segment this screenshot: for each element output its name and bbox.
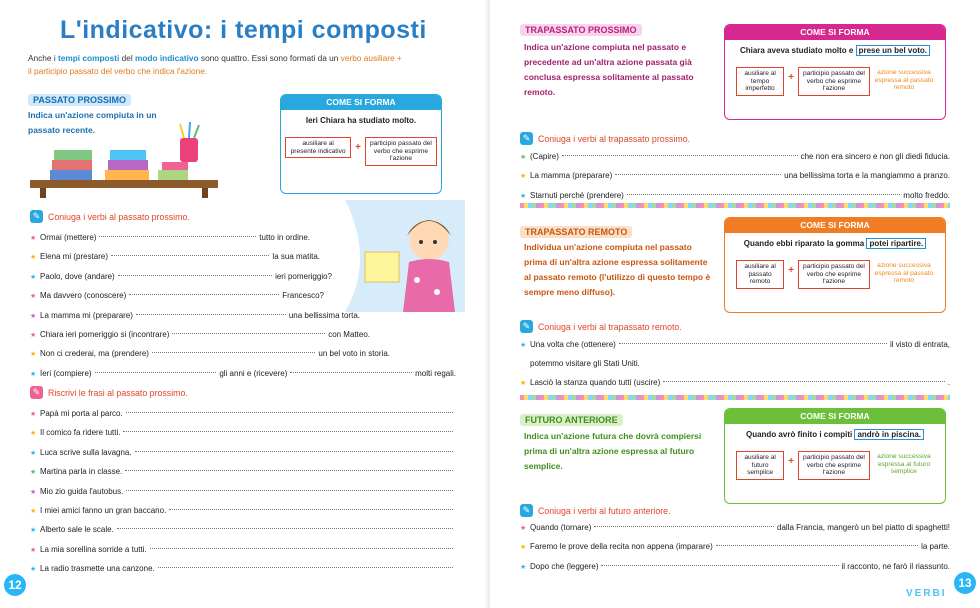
exercise-line[interactable]: ★ Dopo che (leggere) il racconto, ne farò il riassunto. <box>520 561 950 571</box>
box-header: COME SI FORMA <box>725 218 945 233</box>
box-example: Ieri Chiara ha studiato molto. <box>305 116 417 125</box>
exercise-list-trapassato-prossimo <box>520 148 950 206</box>
box-part-azione-successiva: azione successiva espressa al futuro semplice <box>877 453 931 475</box>
exercise-line[interactable]: ★ La mamma (preparare) una bellissima torta e la mangiammo a pranzo. <box>520 171 950 181</box>
exercise-line: potemmo visitare gli Stati Uniti. <box>530 359 640 369</box>
section-label-trapassato-remoto: TRAPASSATO REMOTO <box>520 226 632 238</box>
exercise-line[interactable]: ★ Chiara ieri pomeriggio si (incontrare) con Matteo. <box>30 330 370 340</box>
page-number-right: 13 <box>954 572 976 594</box>
exercise-line[interactable]: ★ Elena mi (prestare) la sua matita. <box>30 252 320 262</box>
section-label-trapassato-prossimo: TRAPASSATO PROSSIMO <box>520 24 642 36</box>
box-part-ausiliare: ausiliare al futuro semplice <box>736 451 784 480</box>
definition-passato-prossimo: Indica un'azione compiuta in un passato recente. <box>28 110 157 135</box>
exercise-heading-text: Coniuga i verbi al trapassato remoto. <box>538 321 682 332</box>
right-page <box>490 0 980 608</box>
definition-trapassato-prossimo: Indica un'azione compiuta nel passato e precedente ad un'altra azione passata già conclusa espressa solitamente al passato remoto. <box>524 42 694 97</box>
box-example: Quando ebbi riparato la gomma potei ripartire. <box>725 239 945 248</box>
exercise-line[interactable]: ★ Ma davvero (conoscere) Francesco? <box>30 291 324 301</box>
definition-futuro-anteriore: Indica un'azione futura che dovrà compiersi prima di un'altra azione espressa al futuro semplice. <box>524 431 702 471</box>
formation-box-passato-prossimo <box>280 94 442 194</box>
rewrite-line[interactable]: ★ Martina parla in classe. <box>30 463 456 482</box>
exercise1-list <box>30 229 470 384</box>
box-example: Quando avrò finito i compiti andrò in piscina. <box>725 430 945 439</box>
rewrite-line[interactable]: ★ Il comico fa ridere tutti. <box>30 424 456 443</box>
exercise-line[interactable]: ★ Lasciò la stanza quando tutti (uscire) . <box>520 377 950 387</box>
rewrite-line[interactable]: ★ Luca scrive sulla lavagna. <box>30 444 456 463</box>
exercise-line[interactable]: ★ Faremo le prove della recita non appena (imparare) la parte. <box>520 542 950 552</box>
footer-section-label: VERBI <box>906 588 947 599</box>
plus-sign: + <box>788 72 794 83</box>
intro-highlight-modo: modo indicativo <box>134 53 199 63</box>
exercise-line[interactable]: ★ Starnuti perché (prendere) molto freddo. <box>520 190 950 200</box>
box-part-participio: participio passato del verbo che esprime l'azione <box>798 451 870 480</box>
box-part-azione-successiva: azione successiva espressa al passato remoto <box>874 262 934 284</box>
plus-sign: + <box>788 456 794 467</box>
exercise-line[interactable]: ★ Paolo, dove (andare) ieri pomeriggio? <box>30 271 332 281</box>
exercise-icon: ✎ <box>520 504 533 517</box>
box-part-participio: participio passato del verbo che esprime l'azione <box>798 260 870 289</box>
exercise-line[interactable]: ★ Quando (tornare) dalla Francia, mangerò un bel piatto di spaghetti! <box>520 523 950 532</box>
rewrite-line[interactable]: ★ La radio trasmette una canzone. <box>30 560 456 579</box>
formation-box-trapassato-prossimo <box>724 24 946 120</box>
page-number-left: 12 <box>4 574 26 596</box>
exercise-heading-text: Coniuga i verbi al trapassato prossimo. <box>538 133 691 144</box>
box-header: COME SI FORMA <box>725 25 945 40</box>
exercise-heading-futuro-anteriore <box>520 504 671 517</box>
section-label-passato-prossimo: PASSATO PROSSIMO <box>28 94 131 106</box>
exercise-heading-trapassato-remoto <box>520 320 682 333</box>
box-part-ausiliare: ausiliare al tempo imperfetto <box>736 67 784 96</box>
plus-sign: + <box>355 142 361 153</box>
box-part-azione-successiva: azione successiva espressa al passato remoto <box>874 69 934 91</box>
plus-sign: + <box>788 265 794 276</box>
intro-part: del <box>119 53 135 63</box>
box-part-ausiliare: ausiliare al passato remoto <box>736 260 784 289</box>
rewrite-line[interactable]: ★ Papà mi porta al parco. <box>30 405 456 424</box>
exercise-heading-text: Coniuga i verbi al futuro anteriore. <box>538 505 671 516</box>
box-part-ausiliare: ausiliare al presente indicativo <box>285 137 351 158</box>
exercise-icon: ✎ <box>520 132 533 145</box>
intro-highlight-ausiliare: verbo ausiliare + <box>340 53 402 63</box>
box-parts <box>725 451 945 480</box>
exercise-heading-text: Riscrivi le frasi al passato prossimo. <box>48 387 188 398</box>
section-label-futuro-anteriore: FUTURO ANTERIORE <box>520 414 623 426</box>
exercise-icon: ✎ <box>30 210 43 223</box>
box-header: COME SI FORMA <box>281 95 441 110</box>
divider-ribbon <box>520 395 950 400</box>
box-parts <box>281 137 441 166</box>
intro-part: il participio passato del verbo che indica l'azione. <box>28 66 208 76</box>
rewrite-line[interactable]: ★ I miei amici fanno un gran baccano. <box>30 502 456 521</box>
exercise-line[interactable]: ★ Non ci crederai, ma (prendere) un bel voto in storia. <box>30 349 390 359</box>
formation-box-futuro-anteriore <box>724 408 946 504</box>
exercise-line[interactable]: ★ (Capire) che non era sincero e non gli diedi fiducia. <box>520 152 950 161</box>
box-part-participio: participio passato del verbo che esprime l'azione <box>365 137 437 166</box>
books-illustration <box>30 122 220 200</box>
exercise-line[interactable]: ★ La mamma mi (preparare) una bellissima torta. <box>30 310 360 320</box>
intro-part: Anche i <box>28 53 58 63</box>
box-example: Chiara aveva studiato molto e prese un bel voto. <box>725 46 945 55</box>
exercise-heading-text: Coniuga i verbi al passato prossimo. <box>48 211 190 222</box>
exercise-heading-trapassato-prossimo <box>520 132 690 145</box>
rewrite-line[interactable]: ★ Mio zio guida l'autobus. <box>30 483 456 502</box>
exercise-line[interactable]: ★ Ormai (mettere) tutto in ordine. <box>30 233 310 242</box>
exercise-list-futuro-anteriore <box>520 519 950 577</box>
box-parts <box>725 67 945 96</box>
intro-part: sono quattro. Essi sono formati da un <box>198 53 341 63</box>
page-title: L'indicativo: i tempi composti <box>60 16 427 44</box>
exercise2-list <box>30 405 456 580</box>
rewrite-line[interactable]: ★ La mia sorellina sorride a tutti. <box>30 541 456 560</box>
formation-box-trapassato-remoto <box>724 217 946 313</box>
intro-highlight-tempi: tempi composti <box>57 53 120 63</box>
box-part-participio: participio passato del verbo che esprime l'azione <box>798 67 870 96</box>
rewrite-line[interactable]: ★ Alberto sale le scale. <box>30 521 456 540</box>
box-parts <box>725 260 945 289</box>
intro-text <box>28 52 468 78</box>
box-header: COME SI FORMA <box>725 409 945 424</box>
exercise-icon: ✎ <box>30 386 43 399</box>
exercise-heading-passato-prossimo <box>30 210 190 223</box>
exercise-list-trapassato-remoto <box>520 336 950 393</box>
exercise-line[interactable]: ★ Ieri (compiere) gli anni e (ricevere) molti regali. <box>30 368 457 378</box>
exercise-line[interactable]: ★ Una volta che (ottenere) il visto di entrata, <box>520 340 950 349</box>
definition-trapassato-remoto: Individua un'azione compiuta nel passato prima di un'altra azione espressa solitamente al passato remoto (l'utilizzo di questo tempo è sempre meno diffuso). <box>524 242 711 297</box>
exercise-heading-riscrivi <box>30 386 188 399</box>
exercise-icon: ✎ <box>520 320 533 333</box>
divider-ribbon <box>520 203 950 208</box>
